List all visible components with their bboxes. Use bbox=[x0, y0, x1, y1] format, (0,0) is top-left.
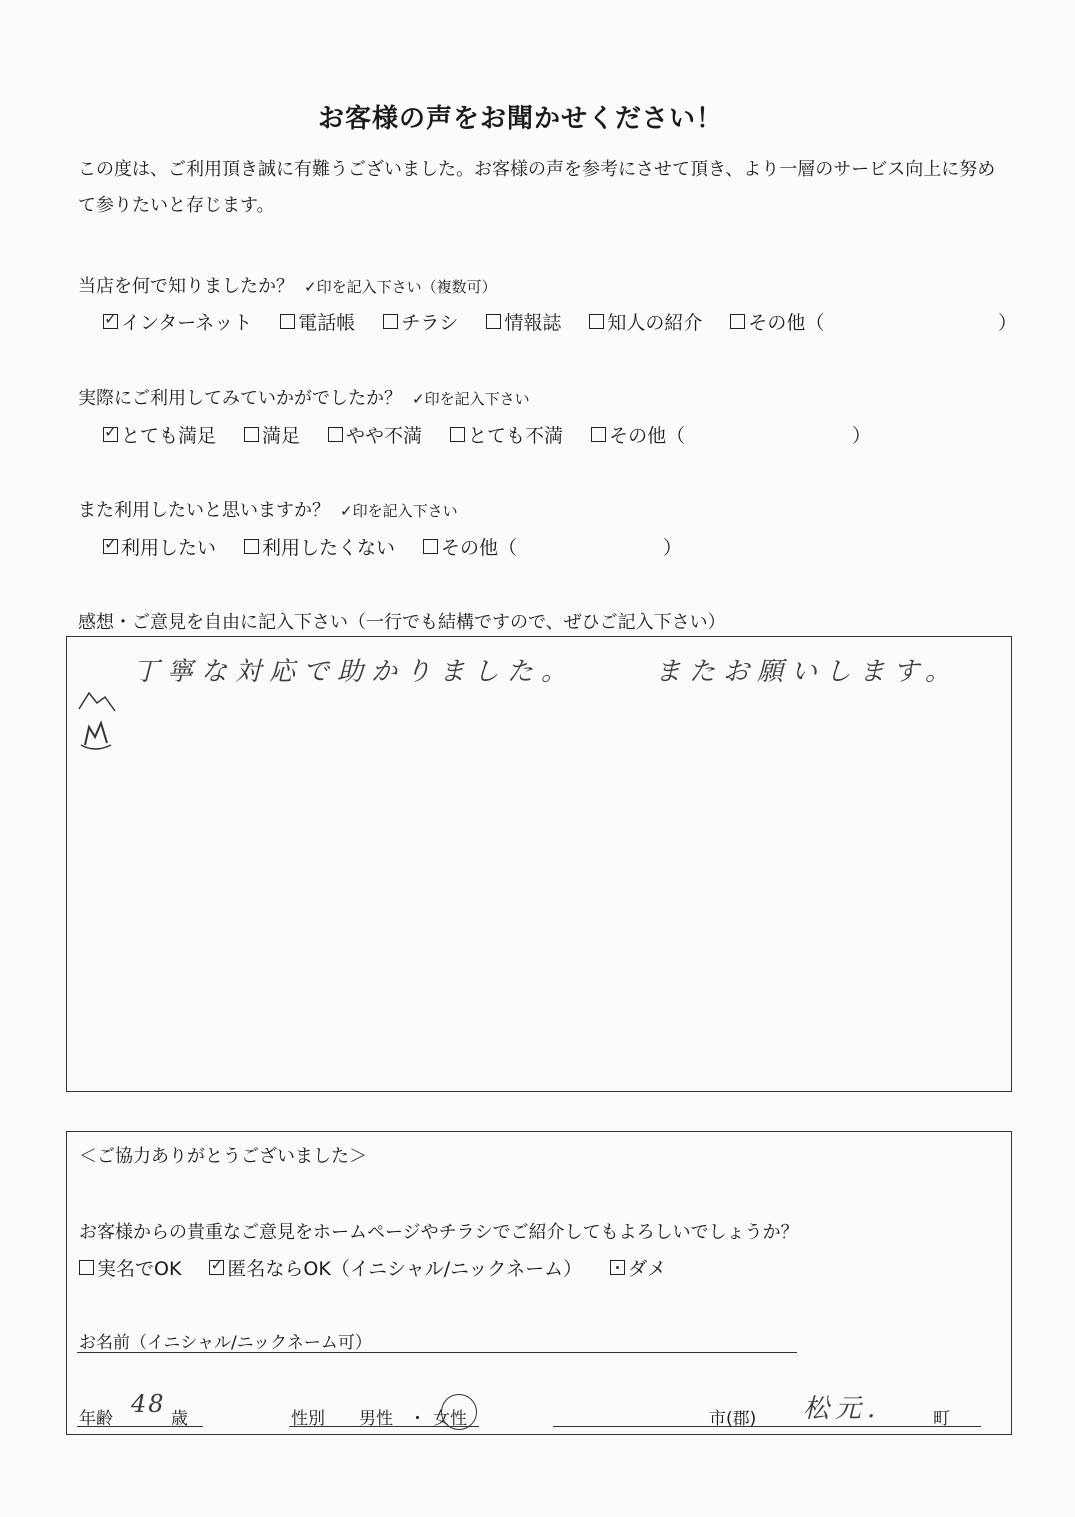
gender-separator: ・ bbox=[409, 1409, 426, 1429]
page-title: お客様の声をお聞かせください！ bbox=[318, 104, 724, 134]
publish-option-real-name[interactable]: 実名でOK bbox=[79, 1254, 181, 1281]
question-3 bbox=[78, 496, 458, 522]
checkbox-icon[interactable] bbox=[423, 539, 438, 554]
question-3-hint: ✓印を記入下さい bbox=[340, 502, 458, 520]
gender-underline bbox=[289, 1426, 479, 1427]
selection-circle-icon bbox=[441, 1394, 477, 1430]
question-1-options bbox=[103, 308, 852, 335]
q1-close-paren: ） bbox=[998, 312, 1018, 334]
checkbox-icon[interactable] bbox=[589, 314, 604, 329]
town-label: 町 bbox=[933, 1409, 950, 1429]
question-3-options bbox=[103, 533, 545, 560]
handwritten-comment-2: またお願いします。 bbox=[655, 657, 959, 687]
thanks-text: ＜ご協力ありがとうございました＞ bbox=[79, 1146, 367, 1167]
question-2-label: 実際にご利用してみていかがでしたか？ bbox=[78, 388, 402, 409]
checkbox-icon[interactable] bbox=[591, 427, 606, 442]
address-underline[interactable] bbox=[553, 1426, 981, 1427]
checkbox-icon[interactable] bbox=[450, 427, 465, 442]
checkbox-checked-icon[interactable] bbox=[209, 1260, 224, 1275]
q1-option-internet[interactable]: ✓ インターネット bbox=[103, 308, 252, 335]
gender-male[interactable]: 男性 bbox=[359, 1409, 393, 1429]
gender-female[interactable]: 女性 bbox=[433, 1409, 467, 1429]
q2-close-paren: ） bbox=[852, 425, 872, 447]
checkbox-icon[interactable] bbox=[280, 314, 295, 329]
name-underline[interactable] bbox=[77, 1352, 797, 1353]
checkbox-icon[interactable] bbox=[328, 427, 343, 442]
question-2 bbox=[78, 384, 530, 410]
intro-text: この度は、ご利用頂き誠に有難うございました。お客様の声を参考にさせて頂き、より一層のサービス向上に努めて参りたいと存じます。 bbox=[78, 159, 996, 216]
publish-question: お客様からの貴重なご意見をホームページやチラシでご紹介してもよろしいでしょうか？ bbox=[79, 1222, 799, 1243]
q2-option-satisfied[interactable]: 満足 bbox=[244, 421, 300, 448]
question-1 bbox=[78, 272, 497, 298]
checkbox-icon[interactable] bbox=[383, 314, 398, 329]
q2-option-other[interactable]: その他（ bbox=[591, 421, 685, 448]
question-3-label: また利用したいと思いますか？ bbox=[78, 500, 330, 521]
q2-option-very-satisfied[interactable]: ✓ とても満足 bbox=[103, 421, 216, 448]
q1-option-phonebook[interactable]: 電話帳 bbox=[280, 308, 355, 335]
age-label: 年齢 bbox=[79, 1409, 113, 1429]
checkbox-checked-icon[interactable] bbox=[103, 539, 118, 554]
q2-option-somewhat-dissatisfied[interactable]: やや不満 bbox=[328, 421, 422, 448]
checkbox-icon[interactable] bbox=[486, 314, 501, 329]
checkbox-checked-icon[interactable] bbox=[103, 314, 118, 329]
checkbox-dot-icon[interactable] bbox=[610, 1260, 625, 1275]
town-value: 松元. bbox=[803, 1394, 882, 1424]
q3-close-paren: ） bbox=[663, 537, 683, 559]
q3-option-yes[interactable]: ✓ 利用したい bbox=[103, 533, 216, 560]
q2-option-very-dissatisfied[interactable]: とても不満 bbox=[450, 421, 563, 448]
question-1-hint: ✓印を記入下さい（複数可） bbox=[304, 278, 497, 296]
comment-label: 感想・ご意見を自由に記入下さい（一行でも結構ですので、ぜひご記入下さい） bbox=[78, 612, 726, 633]
publish-options bbox=[79, 1254, 694, 1281]
checkbox-icon[interactable] bbox=[244, 427, 259, 442]
doodle-sketch-icon bbox=[75, 687, 125, 757]
name-label: お名前（イニシャル/ニックネーム可） bbox=[79, 1333, 372, 1353]
q3-option-other[interactable]: その他（ bbox=[423, 533, 517, 560]
checkbox-icon[interactable] bbox=[244, 539, 259, 554]
publish-option-no[interactable]: ダメ bbox=[610, 1254, 666, 1281]
question-2-options bbox=[103, 421, 713, 448]
age-value: 48 bbox=[131, 1390, 166, 1418]
q1-option-referral[interactable]: 知人の紹介 bbox=[589, 308, 702, 335]
q3-option-no[interactable]: 利用したくない bbox=[244, 533, 395, 560]
q1-option-flyer[interactable]: チラシ bbox=[383, 308, 458, 335]
footer-box bbox=[66, 1131, 1012, 1435]
age-unit: 歳 bbox=[171, 1409, 188, 1429]
checkbox-checked-icon[interactable] bbox=[103, 427, 118, 442]
comment-box[interactable] bbox=[66, 636, 1012, 1092]
question-2-hint: ✓印を記入下さい bbox=[412, 390, 530, 408]
age-underline bbox=[77, 1426, 203, 1427]
checkbox-icon[interactable] bbox=[730, 314, 745, 329]
question-1-label: 当店を何で知りましたか？ bbox=[78, 276, 294, 297]
city-label: 市(郡) bbox=[709, 1409, 757, 1429]
q1-option-magazine[interactable]: 情報誌 bbox=[486, 308, 561, 335]
checkbox-icon[interactable] bbox=[79, 1260, 94, 1275]
gender-label: 性別 bbox=[291, 1409, 325, 1429]
publish-option-anonymous[interactable]: ✓ 匿名ならOK（イニシャル/ニックネーム） bbox=[209, 1254, 582, 1281]
handwritten-comment-1: 丁寧な対応で助かりました。 bbox=[133, 657, 576, 687]
q1-option-other[interactable]: その他（ bbox=[730, 308, 824, 335]
